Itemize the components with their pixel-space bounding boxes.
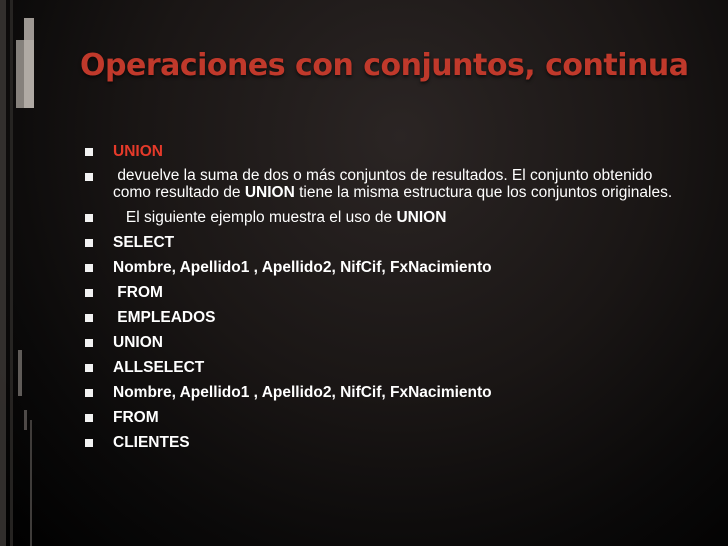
list-item-text: SELECT (113, 234, 175, 251)
list-item-text: FROM (113, 284, 163, 301)
slide-title: Operaciones con conjuntos, continua (80, 48, 689, 83)
square-bullet-icon (85, 239, 93, 247)
decorative-bars (0, 0, 40, 546)
decorative-bar (0, 0, 6, 546)
list-item-keyword: UNION (396, 209, 447, 226)
list-item (84, 284, 684, 301)
list-item (84, 359, 684, 376)
square-bullet-icon (85, 264, 93, 272)
list-item-text: ALLSELECT (113, 359, 205, 376)
square-bullet-icon (85, 364, 93, 372)
list-item-text: UNION (113, 334, 163, 351)
square-bullet-icon (85, 414, 93, 422)
bullet-list (84, 143, 684, 459)
square-bullet-icon (85, 389, 93, 397)
list-item-text: UNION (113, 143, 163, 160)
list-item-keyword: UNION (244, 183, 295, 201)
square-bullet-icon (85, 214, 93, 222)
square-bullet-icon (85, 289, 93, 297)
decorative-bar (10, 0, 13, 546)
decorative-bar (24, 410, 27, 430)
list-item (84, 434, 684, 451)
square-bullet-icon (85, 439, 93, 447)
list-item-text: EMPLEADOS (113, 309, 216, 326)
list-item-text: FROM (113, 409, 159, 426)
list-item-text: Nombre, Apellido1 , Apellido2, NifCif, FxNacimiento (113, 259, 492, 276)
list-item-text: El siguiente ejemplo muestra el uso de (113, 209, 397, 226)
list-item (84, 168, 684, 201)
list-item (84, 409, 684, 426)
list-item (84, 384, 684, 401)
list-item-text: tiene la misma estructura que los conjuntos originales. (294, 183, 673, 201)
list-item (84, 234, 684, 251)
list-item-text: Nombre, Apellido1 , Apellido2, NifCif, FxNacimiento (113, 384, 492, 401)
list-item (84, 334, 684, 351)
list-item (84, 209, 684, 226)
list-item-text: devuelve la suma de dos o más conjuntos de resultados. El conjunto obtenido como resultado de (113, 167, 657, 201)
square-bullet-icon (85, 148, 93, 156)
list-item (84, 309, 684, 326)
list-item (84, 143, 684, 160)
list-item (84, 259, 684, 276)
list-item-text: CLIENTES (113, 434, 190, 451)
decorative-bar (30, 420, 32, 546)
square-bullet-icon (85, 339, 93, 347)
square-bullet-icon (85, 314, 93, 322)
decorative-bar (18, 350, 22, 396)
square-bullet-icon (85, 173, 93, 181)
decorative-bar (24, 18, 34, 108)
